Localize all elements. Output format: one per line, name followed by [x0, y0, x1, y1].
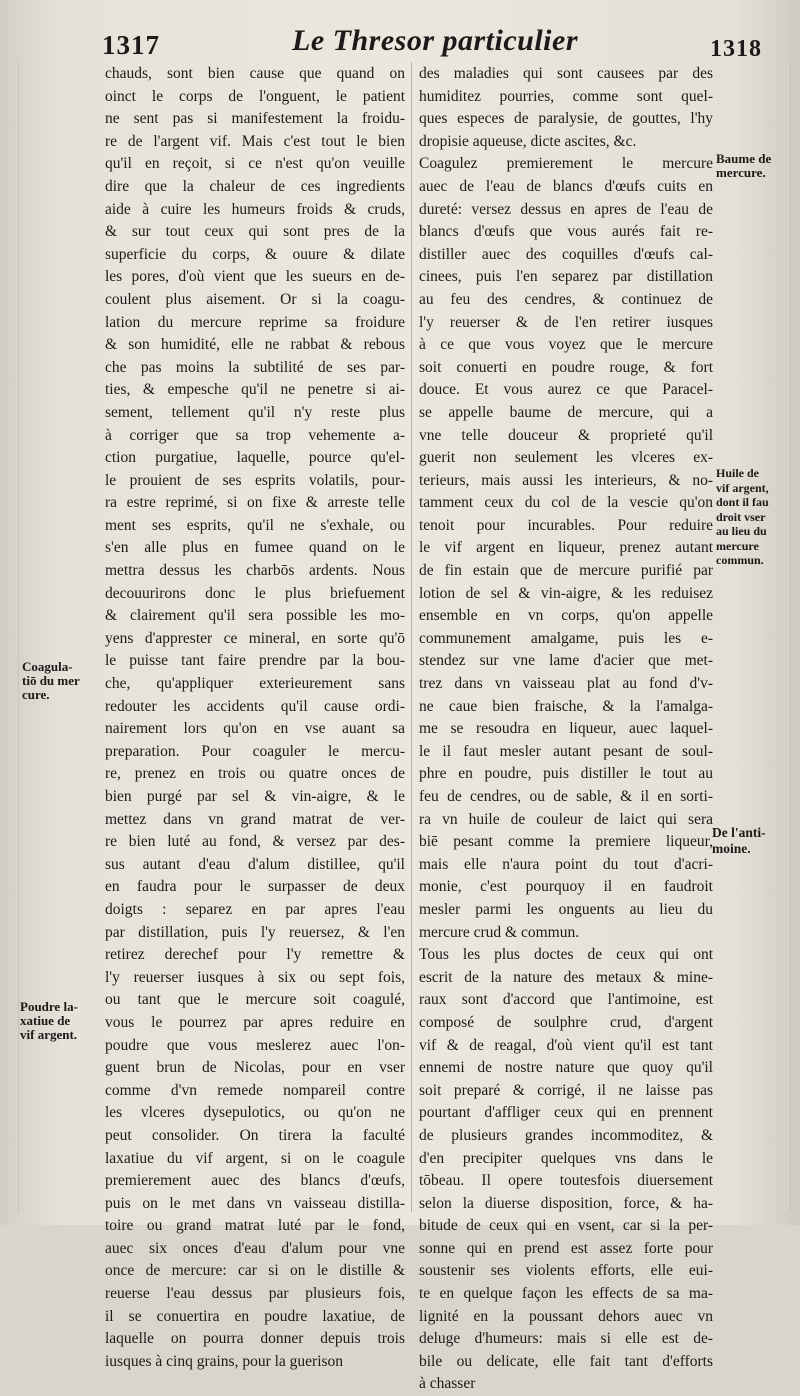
right-page-edge: [790, 62, 791, 1212]
text-line: & son humidité, elle ne rabbat & rebous: [105, 336, 405, 354]
running-title: Le Thresor particulier: [292, 24, 578, 57]
text-line: che pas moins la subtilité de ses par-: [105, 358, 405, 376]
text-line: ment ses esprits, qu'il ne s'exhale, ou: [105, 516, 405, 534]
text-line: lignité en la poussant dehors auec vn: [419, 1307, 713, 1325]
margin-note-poudre: [20, 1000, 78, 1042]
text-line: à ce que vous voyez que le mercure: [419, 336, 713, 354]
text-line: ne sent pas si manifestement la froidu-: [105, 110, 405, 128]
text-line: lotion de sel & vin-aigre, & les reduisez: [419, 584, 713, 602]
text-line: mettez dans vn grand matrat de ver-: [105, 810, 405, 828]
text-line: pourtant d'affliger ceux qui en prennent: [419, 1104, 713, 1122]
text-line: peut consolider. On tirera la faculté: [105, 1126, 405, 1144]
text-line: biē pesant comme la premiere liqueur,: [419, 833, 713, 851]
right-page-number: 1318: [710, 36, 762, 62]
text-line: douce. Et vous aurez ce que Paracel-: [419, 381, 713, 399]
text-line: escrit de la nature des metaux & mine-: [419, 968, 713, 986]
text-line: bile ou delicate, elle fait tant d'efforts: [419, 1352, 713, 1370]
text-line: re, prenez en trois ou quatre onces de: [105, 765, 405, 783]
text-line: monie, c'est pourquoy il en faudroit: [419, 878, 713, 896]
margin-note-baume: [716, 152, 771, 180]
text-line: stendez sur vne lame d'acier que met-: [419, 652, 713, 670]
text-line: mettra dessus les charbōs ardents. Nous: [105, 562, 405, 580]
text-line: ensemble en vn corps, qu'on appelle: [419, 607, 713, 625]
text-line: dropisie aqueuse, dicte ascites, &c.: [419, 132, 637, 150]
text-line: comme d'vn remede nompareil contre: [105, 1081, 405, 1099]
text-line: bien purgé par sel & vin-aigre, & le: [105, 788, 405, 805]
text-line: s'en alle plus en fumee quand on le: [105, 539, 405, 557]
margin-note-line: tiō du mer: [22, 673, 80, 688]
left-text-column: [105, 63, 405, 1373]
text-line: soit preparé & corrigé, il ne laisse pas: [419, 1081, 713, 1099]
left-page-edge: [18, 62, 19, 1212]
text-line: en faudra pour le surpasser de deux: [105, 878, 405, 896]
text-line: à chasser: [419, 1375, 476, 1393]
text-line: ties, & empesche qu'il ne penetre si ai-: [105, 381, 405, 399]
text-line: les pores, d'où vient que les sueurs en de-: [105, 268, 405, 286]
margin-note-line: au lieu du: [716, 524, 767, 538]
text-line: auec six onces d'eau d'alum pour vne: [105, 1239, 405, 1257]
text-line: terieurs, mais aussi les interieurs, & no-: [419, 471, 713, 489]
text-line: Coagulez premierement le mercure: [419, 155, 713, 173]
margin-note-line: Coagula-: [22, 659, 73, 674]
text-line: le prouient de ses esprits volatils, pour-: [105, 471, 405, 489]
text-line: yens d'apprester ce mineral, en sorte qu'ō: [105, 629, 405, 647]
text-line: lation du mercure reprime sa froidure: [105, 313, 405, 331]
text-line: mercure crud & commun.: [419, 923, 580, 941]
text-line: guent brun de Nicolas, pour en vser: [105, 1059, 405, 1077]
text-line: laquelle on pourra donner depuis trois: [105, 1330, 405, 1348]
text-line: redouter les accidents qu'il cause ordi-: [105, 697, 405, 715]
text-line: tenoit pour incurables. Pour reduire: [419, 516, 713, 534]
text-line: feu de cendres, ou de sable, & il en sorti-: [419, 788, 713, 805]
text-line: à corriger que sa trop vehemente a-: [105, 426, 405, 444]
margin-note-line: xatiue de: [20, 1013, 71, 1028]
margin-note-line: mercure.: [716, 165, 766, 180]
text-line: retirez derechef pour l'y remettre &: [105, 946, 405, 964]
text-line: me se resoudra en liqueur, auec laquel-: [419, 720, 713, 738]
text-line: distiller auec des coquilles d'œufs cal-: [419, 245, 713, 263]
margin-note-huile: [716, 466, 769, 568]
text-line: ne caue bien fraische, & la l'amalga-: [419, 697, 713, 715]
text-line: once de mercure: car si on le distille &: [105, 1262, 405, 1280]
text-line: premierement auec des blancs d'œufs,: [105, 1172, 405, 1190]
text-line: Tous les plus doctes de ceux qui ont: [419, 946, 713, 964]
text-line: ra vn huile de couleur de laict qui sera: [419, 810, 713, 828]
text-line: laxatiue du vif argent, si on le coagule: [105, 1149, 405, 1167]
text-line: communement amalgame, puis les e-: [419, 629, 713, 647]
text-line: ra estre reprimé, si on fixe & arreste telle: [105, 494, 405, 512]
text-line: auec de l'eau de blancs d'œufs cuits en: [419, 177, 713, 195]
margin-note-coagulation: [22, 660, 80, 702]
margin-note-line: Huile de: [716, 466, 760, 480]
text-line: dureté: versez dessus en apres de l'eau de: [419, 200, 713, 218]
margin-note-line: droit vser: [716, 509, 766, 524]
text-line: puis on le met dans vn vaisseau distilla-: [105, 1194, 405, 1212]
text-line: phre en poudre, puis distiller le tout au: [419, 765, 713, 783]
text-line: d'en precipiter quelques vns dans le: [419, 1149, 713, 1167]
text-line: vne telle douceur & proprieté qu'il: [419, 426, 713, 444]
text-line: mesler parmi les onguents au lieu du: [419, 900, 713, 918]
margin-note-antimoine: [712, 825, 766, 857]
text-line: ction purgatiue, laquelle, pource qu'el-: [105, 449, 405, 467]
text-line: par distillation, puis l'y reuersez, & l'en: [105, 923, 405, 941]
text-line: se appelle baume de mercure, qui a: [419, 403, 713, 421]
text-line: doigts : separez en par apres l'eau: [105, 900, 405, 918]
margin-note-line: dont il fau: [716, 495, 769, 509]
text-line: coulent plus aisement. Or si la coagu-: [105, 290, 405, 308]
text-line: ques especes de paralysie, de gouttes, l'hy: [419, 110, 713, 128]
text-line: bitude de ceux qui en vsent, car si la per-: [419, 1217, 713, 1235]
margin-note-line: cure.: [22, 687, 50, 702]
text-line: poudre que vous meslerez auec l'on-: [105, 1036, 405, 1054]
text-line: vous le pourrez par apres reduire en: [105, 1013, 405, 1031]
page-header: [0, 22, 800, 66]
text-line: iusques à cinq grains, pour la guerison: [105, 1352, 344, 1370]
text-line: & sur tout ceux qui sont pres de la: [105, 223, 405, 241]
margin-note-line: mercure: [716, 538, 759, 553]
text-line: sus autant d'eau d'alum distillee, qu'il: [105, 855, 405, 873]
text-line: chauds, sont bien cause que quand on: [105, 65, 405, 82]
text-line: decouurirons donc le plus briefuement: [105, 584, 405, 602]
text-line: tōbeau. Il opere toutesfois diuersement: [419, 1172, 713, 1190]
text-line: superficie du corps, & ouure & dilate: [105, 245, 405, 263]
text-line: deluge d'humeurs: mais si elle est de-: [419, 1330, 713, 1348]
text-line: qu'il en reçoit, si ce n'est qu'on veuille: [105, 155, 405, 173]
text-line: l'y reuerser iusques à six ou sept fois,: [105, 968, 405, 986]
text-line: soustenir ses violents efforts, elle eui-: [419, 1262, 713, 1280]
text-line: toire ou grand matrat luté par le fond,: [105, 1217, 405, 1235]
text-line: aide à cuire les humeurs froids & cruds,: [105, 200, 405, 218]
text-line: trez dans vn vaisseau plat au fond d'v-: [419, 675, 713, 693]
text-line: les vlceres dysepulotics, ou qu'on ne: [105, 1104, 405, 1122]
text-line: au feu des cendres, & continuez de: [419, 290, 713, 308]
left-page-number: 1317: [102, 30, 160, 60]
text-line: guerit non seulement les vlceres ex-: [419, 449, 713, 467]
text-line: cinees, puis l'en separez par distillation: [419, 268, 713, 286]
text-line: humiditez pourries, comme sont quel-: [419, 87, 713, 105]
text-line: il se conuertira en poudre laxatiue, de: [105, 1307, 405, 1325]
margin-note-line: commun.: [716, 553, 764, 567]
text-line: mais elle n'aura point du tout d'acri-: [419, 855, 713, 873]
text-line: de plusieurs grandes incommoditez, &: [419, 1126, 713, 1144]
column-divider: [411, 62, 412, 1212]
text-line: re de l'argent vif. Mais c'est tout le bien: [105, 132, 405, 150]
margin-note-line: Baume de: [716, 151, 772, 166]
text-line: preparation. Pour coaguler le mercu-: [105, 742, 405, 760]
margin-note-line: vif argent.: [20, 1027, 78, 1042]
margin-note-line: De l'anti-: [712, 825, 766, 840]
text-line: ou tant que le mercure soit coagulé,: [105, 991, 405, 1009]
margin-note-line: moine.: [712, 841, 751, 856]
margin-note-line: vif argent,: [716, 480, 769, 495]
text-line: raux sont d'accord que l'antimoine, est: [419, 991, 713, 1009]
text-line: le vif argent en liqueur, prenez autant: [419, 539, 713, 557]
text-line: sement, tellement qu'il n'y reste plus: [105, 403, 405, 421]
text-line: re bien luté au fond, & versez par des-: [105, 833, 405, 851]
text-line: l'y reuerser & de l'en retirer iusques: [419, 313, 713, 331]
text-line: che, qu'appliquer exterieurement sans: [105, 675, 405, 693]
margin-note-line: Poudre la-: [20, 999, 78, 1014]
text-line: vif & de reagal, d'où vient qu'il est tant: [419, 1036, 713, 1054]
right-text-column: [419, 63, 713, 1396]
text-line: composé de soulphre crud, d'argent: [419, 1013, 713, 1031]
text-line: selon la diuerse disposition, force, & ha-: [419, 1194, 713, 1212]
text-line: le puisse tant faire prendre par la bou-: [105, 652, 405, 670]
text-line: de fin estain que de mercure purifié par: [419, 562, 713, 580]
text-line: le il faut mesler autant pesant de soul-: [419, 742, 713, 760]
text-line: oinct le corps de l'onguent, le patient: [105, 87, 405, 105]
text-line: dire que la chaleur de ces ingredients: [105, 177, 405, 195]
text-line: des maladies qui sont causees par des: [419, 65, 713, 82]
text-line: & clairement qu'il sera possible les mo-: [105, 607, 405, 625]
text-line: ennemi de nostre nature que quoy qu'il: [419, 1059, 713, 1077]
text-line: nairement lors qu'on en vse auant sa: [105, 720, 405, 738]
text-line: reuerse l'eau dessus par plusieurs fois,: [105, 1285, 405, 1303]
text-line: soit conuerti en poudre rouge, & fort: [419, 358, 713, 376]
text-line: sonne qui en prend est assez forte pour: [419, 1239, 713, 1257]
text-line: tamment ceux du col de la vescie qu'on: [419, 494, 713, 512]
text-line: te en quelque façon les effects de sa ma-: [419, 1285, 713, 1303]
text-line: blancs d'œufs que vous aurés fait re-: [419, 223, 713, 241]
